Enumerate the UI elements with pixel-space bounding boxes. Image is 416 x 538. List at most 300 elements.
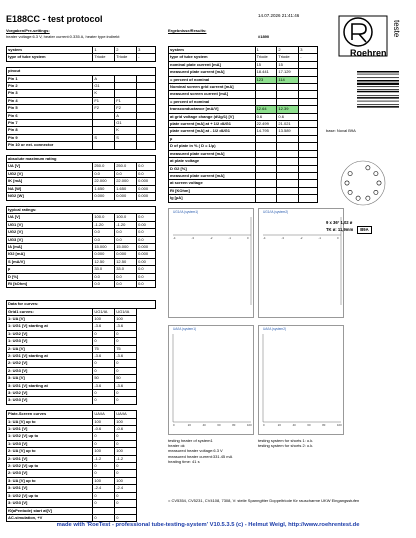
table-row (7, 127, 156, 134)
cell-value: 0.00 (137, 221, 156, 228)
cell-value (137, 142, 156, 149)
cell-value: -2.4 (93, 485, 115, 492)
cell-value: 0 (93, 433, 115, 440)
row-label: 2: UG3 [V] (7, 367, 93, 374)
row-label: Plate-Screen curves (7, 411, 93, 418)
cell-value: 0.0 (137, 273, 156, 280)
cell-value: -0.6 (93, 426, 115, 433)
cell-value: -2.4 (115, 485, 137, 492)
cell-value: 50 (93, 375, 115, 382)
section-title-row (7, 156, 156, 163)
table-row (7, 251, 156, 258)
cell-value: 0 (93, 367, 115, 374)
table-row (169, 69, 318, 76)
x-tick-label: 0 (247, 236, 249, 240)
row-label: f0(aPentode) start at[V] (7, 507, 93, 514)
x-tick-label: -4 (263, 236, 266, 240)
note-line: measured heater current:331.45 mA (168, 453, 233, 459)
table-row (7, 360, 156, 367)
cell-value: -1.20 (93, 221, 115, 228)
table-row (169, 165, 318, 172)
table-row (7, 330, 156, 337)
cell-value (255, 135, 277, 142)
row-label: type of tube system (7, 54, 93, 61)
cell-value (277, 150, 299, 157)
row-label: Pin 6 (7, 112, 93, 119)
row-label: 1: UG3 [V] (7, 440, 93, 447)
row-label: measured plate current [mA] (169, 69, 256, 76)
cell-value (137, 75, 156, 82)
socket-diagram (328, 148, 398, 218)
row-label: UG2 [V] (7, 229, 93, 236)
socket-pin (345, 181, 349, 185)
cell-value: 100.0 (93, 214, 115, 221)
timestamp: 14.07.2026 21:41:46 (258, 13, 300, 18)
cell-value: 100 (93, 315, 115, 322)
x-tick-label: 0 (173, 423, 175, 427)
table-row (169, 180, 318, 187)
socket-pin (377, 181, 381, 185)
cell-value: 13.589 (277, 128, 299, 135)
cell-value (299, 84, 318, 91)
table-row (7, 426, 156, 433)
table-row (7, 112, 156, 119)
table-row (169, 61, 318, 68)
row-label: Pin 4 (7, 97, 93, 104)
cell-value: Triode (115, 54, 137, 61)
cell-value (115, 142, 137, 149)
cell-value: 0 (93, 397, 115, 404)
table-row (7, 448, 156, 455)
barcode-bar (357, 106, 399, 108)
socket-pin (348, 190, 352, 194)
row-label: plate current [mA] at + 1/2 dUG1 (169, 121, 256, 128)
cell-value (299, 121, 318, 128)
cell-value: 15 (255, 61, 277, 68)
row-label: 3: UG2 [V] up to (7, 492, 93, 499)
cell-value: -3.6 (115, 382, 137, 389)
cell-value: 0 (93, 470, 115, 477)
cell-value: 100 (115, 418, 137, 425)
cell-value: 15.000 (115, 243, 137, 250)
cell-value (277, 180, 299, 187)
cell-value: -3.6 (93, 382, 115, 389)
row-label: Ri [KOhm] (169, 187, 256, 194)
cell-value: 0.6 (255, 113, 277, 120)
cell-value (255, 150, 277, 157)
table-row (169, 98, 318, 105)
cell-value (115, 83, 137, 90)
row-label: D of plate in % ( D = 1/µ) (169, 143, 256, 150)
cell-value (93, 127, 115, 134)
table-row (7, 280, 156, 287)
cell-value (255, 98, 277, 105)
table-row (7, 433, 156, 440)
cell-value: 2 (277, 47, 299, 54)
barcode-image (355, 70, 401, 120)
barcode-bar (357, 97, 399, 99)
cell-value: -3.6 (115, 323, 137, 330)
cell-value: A (115, 112, 137, 119)
row-label: = percent of nominal (169, 76, 256, 83)
cell-value: 0 (115, 338, 137, 345)
table-row (169, 84, 318, 91)
cell-value: 0.0 (137, 229, 156, 236)
table-row (7, 243, 156, 250)
table-row (169, 47, 318, 54)
cell-value (299, 128, 318, 135)
table-row (7, 514, 156, 521)
cell-value (299, 143, 318, 150)
cell-value: -0.6 (115, 426, 137, 433)
table-row (7, 258, 156, 265)
cell-value (255, 143, 277, 150)
barcode-bar (357, 83, 399, 85)
table-row (169, 91, 318, 98)
cell-value (255, 172, 277, 179)
cell-value (137, 112, 156, 119)
cell-value (277, 91, 299, 98)
row-label: Pin 8 (7, 127, 93, 134)
row-label: UA [V] (7, 214, 93, 221)
table-row (169, 143, 318, 150)
cell-value (299, 158, 318, 165)
table-row (169, 172, 318, 179)
cell-value: 0.000 (115, 251, 137, 258)
base-label: base: Noval B9A (326, 128, 356, 133)
row-label: plate current [mA] at - 1/2 dUG1 (169, 128, 256, 135)
cell-value (115, 90, 137, 97)
chart-title: UA/IA (system2) (263, 327, 287, 331)
table-row (7, 105, 156, 112)
cell-value: 0 (93, 514, 115, 521)
cell-value: F1 (93, 97, 115, 104)
cell-value: 33.0 (115, 266, 137, 273)
table-row (7, 367, 156, 374)
row-label: UG3 [V] (7, 236, 93, 243)
cell-value: -1.2 (93, 455, 115, 462)
x-tick-label: 80 (232, 423, 236, 427)
cell-value: 100 (115, 448, 137, 455)
table-row (7, 221, 156, 228)
x-tick-label: 0 (263, 423, 265, 427)
cell-value: 250.0 (93, 163, 115, 170)
table-row (7, 418, 156, 425)
cell-value: 0.0 (93, 229, 115, 236)
row-label: 2: UG3 [V] (7, 470, 93, 477)
table-row (7, 120, 156, 127)
table-row (7, 338, 156, 345)
table-row (7, 382, 156, 389)
row-label: Pin 5 (7, 105, 93, 112)
cell-value: 123 (255, 76, 277, 83)
x-tick-label: 80 (322, 423, 326, 427)
table-row (169, 135, 318, 142)
row-label: system (7, 47, 93, 54)
cell-value: 12.50 (93, 258, 115, 265)
x-tick-label: 0 (337, 236, 339, 240)
row-label: nominal plate current [mA] (169, 61, 256, 68)
row-label: 2: UA [V] up to (7, 448, 93, 455)
table-row (7, 397, 156, 404)
row-label: UG1 [V] (7, 221, 93, 228)
cell-value: -3.6 (115, 352, 137, 359)
table-row (7, 470, 156, 477)
table-row (7, 193, 156, 200)
cell-value: F2 (93, 105, 115, 112)
cell-value: 0.000 (137, 178, 156, 185)
row-label: Grid1 curves: (7, 308, 93, 315)
table-row (7, 214, 156, 221)
table-row (169, 158, 318, 165)
cell-value (277, 165, 299, 172)
table-row (7, 308, 156, 315)
x-tick-label: 100 (247, 423, 252, 427)
cell-value: 0.0 (115, 280, 137, 287)
cell-value (137, 90, 156, 97)
cell-value: Triode (255, 54, 277, 61)
row-label: UG2 [V] (7, 170, 93, 177)
cell-value: 0.0 (93, 236, 115, 243)
row-label: IG2 [mA] (7, 251, 93, 258)
cell-value (255, 180, 277, 187)
cell-value: 0.0 (115, 229, 137, 236)
row-label: AC-simulation, +V (7, 514, 93, 521)
table-row (7, 507, 156, 514)
row-label: type of tube system (169, 54, 256, 61)
cell-value: 0 (115, 367, 137, 374)
note-line: testing heater of system1 (168, 438, 213, 443)
cell-value: 12.39 (277, 106, 299, 113)
x-tick-label: -1 (228, 236, 231, 240)
cell-value (93, 142, 115, 149)
cell-value: 100 (115, 477, 137, 484)
cell-value: 1.650 (115, 185, 137, 192)
cell-value: S (93, 134, 115, 141)
row-label: D [%] (7, 273, 93, 280)
cell-value (299, 91, 318, 98)
cell-value (255, 195, 277, 202)
table-row (7, 455, 156, 462)
heater-notes (168, 438, 232, 464)
cell-value (277, 158, 299, 165)
x-tick-label: -3 (281, 236, 284, 240)
socket-pin (374, 172, 378, 176)
table-row (7, 390, 156, 397)
cell-value: 0 (115, 500, 137, 507)
table-row (7, 236, 156, 243)
table-row (169, 76, 318, 83)
cell-value: 0 (115, 470, 137, 477)
cell-value: 15.000 (93, 243, 115, 250)
barcode-bar (357, 86, 399, 87)
table-row (7, 229, 156, 236)
cell-value: 18.441 (255, 69, 277, 76)
row-label: 2: UG1 [V] starting at (7, 352, 93, 359)
cell-value: 0 (115, 433, 137, 440)
page-title: E188CC - test protocol (6, 14, 103, 24)
table-row (7, 500, 156, 507)
cell-value: 22.000 (115, 178, 137, 185)
cell-value: 0.0 (137, 170, 156, 177)
table-row (7, 142, 156, 149)
cell-value (299, 98, 318, 105)
row-label: 3: UG1 [V] (7, 485, 93, 492)
row-label: 1: UG3 [V] (7, 338, 93, 345)
row-label: transconductance [mA/V] (169, 106, 256, 113)
socket-pin (348, 172, 352, 176)
row-label: IK [mA] (7, 178, 93, 185)
row-label: 2: UG2 [V] up to (7, 463, 93, 470)
table-row (7, 440, 156, 447)
cell-value: 0.000 (115, 193, 137, 200)
cell-value (299, 113, 318, 120)
cell-value (255, 187, 277, 194)
cell-value: 0 (93, 360, 115, 367)
row-label: Pin 1 (7, 75, 93, 82)
row-label: system (169, 47, 256, 54)
cell-value (299, 150, 318, 157)
row-label: D G2 [%] (169, 165, 256, 172)
row-label: 3: UA [V] (7, 375, 93, 382)
row-label: Ig [µA] (169, 195, 256, 202)
row-label: 2: UG1 [V] (7, 455, 93, 462)
cell-value (277, 98, 299, 105)
cell-value: 0.000 (137, 243, 156, 250)
cell-value: 17.129 (277, 69, 299, 76)
x-tick-label: 100 (337, 423, 342, 427)
table-row (7, 315, 156, 322)
row-label: 3: UG1 [V] starting at (7, 382, 93, 389)
cell-value (299, 76, 318, 83)
cell-value: 0.0 (93, 280, 115, 287)
cell-value: 1 (93, 47, 115, 54)
cell-value (137, 127, 156, 134)
footer-credit: made with 'RoeTest - professional tube-testing-system' V10.5.3.5 (c) - Helmut Weigl, http://www.roehrentest.de (56, 522, 360, 528)
note-line: measured heater voltage:6.3 V (168, 448, 223, 454)
table-row (7, 97, 156, 104)
row-label: at screen voltage (169, 180, 256, 187)
row-label: = percent of nominal (169, 98, 256, 105)
row-label: Pin 10 or ext. connector (7, 142, 93, 149)
table-row (7, 323, 156, 330)
cell-value (93, 112, 115, 119)
table-row (7, 54, 156, 61)
x-tick-label: 40 (292, 423, 296, 427)
row-label: 1: UG1 [V] (7, 426, 93, 433)
cell-value: 0.0 (93, 273, 115, 280)
chart-title: UA/IA (system1) (173, 327, 197, 331)
barcode-bar (357, 71, 399, 73)
cell-value (137, 83, 156, 90)
cell-value (277, 135, 299, 142)
cell-value: 0 (115, 390, 137, 397)
table-row (169, 54, 318, 61)
chart-plot (169, 209, 255, 319)
section-title-row (7, 68, 156, 75)
settings-title: Vorgaben/Pre-settings: (6, 28, 50, 33)
socket-label-1: 9 x 36° 1,02 ø (326, 220, 353, 225)
row-label: measured plate current [mA] (169, 150, 256, 157)
row-label: 3: UG3 [V] (7, 397, 93, 404)
cell-value: -3.6 (93, 352, 115, 359)
cell-value: 0 (93, 440, 115, 447)
cell-value (277, 187, 299, 194)
cell-value: Triode (93, 54, 115, 61)
cell-value: G1 (115, 120, 137, 127)
cell-value: - (137, 54, 156, 61)
barcode-bar (357, 104, 399, 105)
cell-value: 0 (115, 492, 137, 499)
table-row (7, 411, 156, 418)
cell-value (277, 172, 299, 179)
row-label: 2: UG2 [V] (7, 360, 93, 367)
table-row (169, 150, 318, 157)
chart-panel (168, 208, 254, 318)
cell-value: 0 (115, 330, 137, 337)
section-title: typical ratings: (7, 206, 156, 213)
table-row (7, 477, 156, 484)
cell-value: 0.000 (137, 193, 156, 200)
cell-value (299, 180, 318, 187)
cell-value (299, 135, 318, 142)
cell-value: 0.000 (137, 185, 156, 192)
cell-value (299, 172, 318, 179)
cell-value: 0.0 (137, 163, 156, 170)
cell-value: 0.00 (137, 258, 156, 265)
heater-line: heater voltage:6.3 V, heater current:0.335 A, heater type:indirekt (6, 34, 120, 39)
row-label: S [mA/V] (7, 258, 93, 265)
table-row (7, 47, 156, 54)
table-row (7, 170, 156, 177)
cell-value: 3 (137, 47, 156, 54)
table-row (7, 90, 156, 97)
barcode-bar (357, 91, 399, 93)
table-row (169, 106, 318, 113)
table-row (169, 113, 318, 120)
left-table (6, 46, 156, 522)
cell-value: 0 (115, 463, 137, 470)
cell-value: 0.0 (115, 170, 137, 177)
cell-value: 75 (115, 345, 137, 352)
cell-value: 0.0 (93, 170, 115, 177)
row-label: 3: UA [V] up to (7, 477, 93, 484)
table-row (7, 485, 156, 492)
cell-value: -1.2 (115, 455, 137, 462)
cell-value (299, 195, 318, 202)
row-label: UA [V] (7, 163, 93, 170)
row-label: 1: UG2 [V] up to (7, 433, 93, 440)
cell-value: 0.0 (115, 273, 137, 280)
cell-value (115, 507, 137, 514)
row-label: measured screen current [mA] (169, 91, 256, 98)
table-row (7, 163, 156, 170)
x-tick-label: -2 (300, 236, 303, 240)
cell-value (277, 143, 299, 150)
x-tick-label: -3 (191, 236, 194, 240)
cell-value (255, 165, 277, 172)
cell-value: -3.6 (93, 323, 115, 330)
barcode-bar (357, 77, 399, 78)
cell-value: K (115, 127, 137, 134)
cell-value: 14.795 (255, 128, 277, 135)
cell-value (137, 105, 156, 112)
socket-labels (326, 220, 372, 234)
cell-value: 0 (93, 500, 115, 507)
chart-panel (168, 325, 254, 435)
row-label: NG2 [W] (7, 193, 93, 200)
cell-value: 100 (93, 477, 115, 484)
